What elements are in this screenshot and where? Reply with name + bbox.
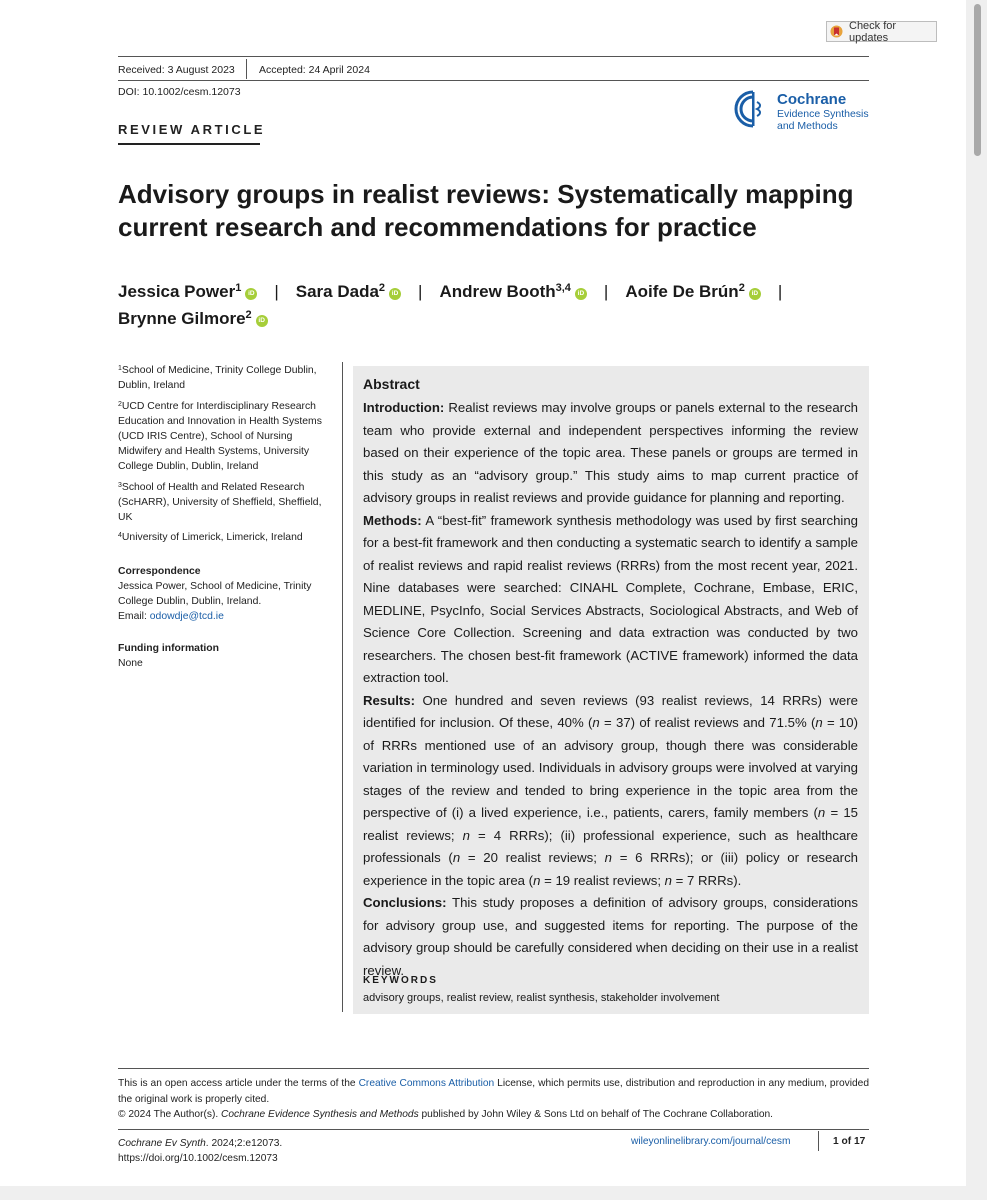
email-label: Email: — [118, 611, 147, 622]
abstract-results: Results: One hundred and seven reviews (93 realist reviews, 14 RRRs) were identified for inclusion. Of these, 40% (n = 37) of realist reviews and 71.5% (n = 10) of RRRs mentioned use of an advisory group, though there was considerable variation in terminology used. Individuals in advisory groups were involved at varying stages of the review and tended to bring experience in the topic area from the perspective of (i) a lived experience, i.e., patients, carers, family members (n = 15 realist reviews; n = 4 RRRs); (ii) professional experience, such as healthcare professionals (n = 20 realist reviews; n = 6 RRRs); or (iii) policy or research experience in the topic area (n = 19 realist reviews; n = 7 RRRs). — [363, 692, 859, 888]
affiliation: $^2$UCD Centre for Interdisciplinary Research Education and Innovation in Health Systems (UCD IRIS Centre), School of Nursing Midwifery and Health Systems, University College Dublin, Dublin, Ireland — [118, 401, 322, 472]
scrollbar-thumb[interactable] — [974, 4, 981, 156]
footer-rule — [118, 1068, 869, 1069]
email-link[interactable]: odowdje@tcd.ie — [149, 611, 224, 622]
author[interactable]: Andrew Booth$^{3,4}$ — [439, 282, 571, 301]
header-bottom-rule — [118, 80, 869, 81]
license-notice: This is an open access article under the terms of the Creative Commons Attribution License, which permits use, distribution and reproduction in any medium, provided the original work is properly cited. © 2024 The Author(s). Cochrane Evidence Synthesis and Methods published by John Wiley & Sons Ltd on behalf of The Cochrane Collaboration. — [118, 1078, 869, 1120]
keywords-heading: KEYWORDS — [363, 975, 438, 986]
check-for-updates-button[interactable] — [826, 21, 937, 42]
author[interactable]: Aoife De Brún$^2$ — [625, 282, 745, 301]
orcid-icon[interactable]: iD — [575, 288, 587, 300]
author-separator: | — [274, 282, 279, 301]
abstract-box — [353, 366, 869, 1014]
affiliation: $^1$School of Medicine, Trinity College Dublin, Dublin, Ireland — [118, 365, 317, 391]
abstract-methods: Methods: A “best-fit” framework synthesis methodology was used by first searching for a best-fit framework and then conducting a systematic search to identify a sample of realist reviews and rapid realist reviews (RRRs) from the most recent year, 2021. Nine databases were searched: CINAHL Complete, Cochrane, Embase, ERIC, MEDLINE, PsycInfo, Social Services Abstracts, Sociological Abstracts, and Web of Science Core Collection. Screening and data extraction was conducted by two researchers. The chosen best-fit framework (ACTIVE framework) informed the data extraction tool. — [363, 512, 858, 685]
affiliation: $^3$School of Health and Related Research (ScHARR), University of Sheffield, Sheffield, UK — [118, 482, 322, 523]
article-type-underline — [118, 143, 260, 145]
author[interactable]: Jessica Power$^1$ — [118, 282, 242, 301]
abstract-heading: Abstract — [363, 376, 420, 392]
correspondence-text: Jessica Power, School of Medicine, Trinity College Dublin, Dublin, Ireland. — [118, 581, 312, 607]
journal-citation: Cochrane Ev Synth. 2024;2:e12073. https://doi.org/10.1002/cesm.12073 — [118, 1138, 283, 1164]
doi: DOI: 10.1002/cesm.12073 — [118, 86, 241, 98]
correspondence-heading: Correspondence — [118, 566, 201, 577]
logo-line2: and Methods — [777, 120, 838, 132]
logo-name: Cochrane — [777, 91, 847, 108]
orcid-icon[interactable]: iD — [245, 288, 257, 300]
cochrane-logo — [733, 89, 878, 131]
header-separator — [246, 59, 247, 79]
footer-separator — [818, 1131, 819, 1151]
header-top-rule — [118, 56, 869, 57]
check-updates-icon — [830, 25, 843, 38]
column-divider — [342, 362, 343, 1012]
article-title: Advisory groups in realist reviews: Systematically mapping current research and recommendations for practice — [118, 179, 854, 242]
abstract-introduction: Introduction: Realist reviews may involve groups or panels external to the research team who provide external and independent perspectives informing the review based on their experience of the topic area. These panels or groups are termed in this study as an “advisory group.” This study aims to map current practice of advisory groups in realist reviews and provide guidance for planning and reporting. — [363, 400, 858, 505]
author[interactable]: Sara Dada$^2$ — [295, 282, 386, 301]
doi-url[interactable]: https://doi.org/10.1002/cesm.12073 — [118, 1153, 278, 1164]
abstract-conclusions: Conclusions: This study proposes a definition of advisory groups, considerations for advisory group use, and suggested items for reporting. The purpose of the advisory group should be carefully considered when deciding on their use in a realist review. — [363, 895, 858, 978]
logo-line1: Evidence Synthesis — [777, 108, 869, 120]
orcid-icon[interactable]: iD — [389, 288, 401, 300]
scrollbar[interactable] — [966, 0, 987, 1200]
license-link[interactable]: Creative Commons Attribution — [358, 1078, 495, 1089]
author-list — [118, 278, 858, 332]
journal-url-link[interactable]: wileyonlinelibrary.com/journal/cesm — [631, 1136, 791, 1147]
orcid-icon[interactable]: iD — [749, 288, 761, 300]
footer-rule-2 — [118, 1129, 869, 1130]
author-separator: | — [777, 282, 783, 301]
keywords: advisory groups, realist review, realist synthesis, stakeholder involvement — [363, 992, 720, 1004]
author-separator: | — [418, 282, 423, 301]
page-number: 1 of 17 — [833, 1136, 866, 1147]
cochrane-logo-icon — [733, 89, 773, 129]
affiliation: $^4$University of Limerick, Limerick, Ireland — [118, 532, 303, 543]
author-separator: | — [603, 282, 609, 301]
orcid-icon[interactable]: iD — [256, 315, 268, 327]
funding-text: None — [118, 658, 143, 669]
accepted-date: Accepted: 24 April 2024 — [259, 64, 370, 76]
funding-heading: Funding information — [118, 643, 219, 654]
abstract-body — [363, 397, 858, 982]
funding — [118, 641, 333, 671]
check-updates-label: Check for updates — [849, 19, 897, 44]
correspondence — [118, 564, 333, 624]
article-type: REVIEW ARTICLE — [118, 122, 266, 137]
author[interactable]: Brynne Gilmore$^2$ — [118, 309, 252, 328]
received-date: Received: 3 August 2023 — [118, 64, 235, 76]
